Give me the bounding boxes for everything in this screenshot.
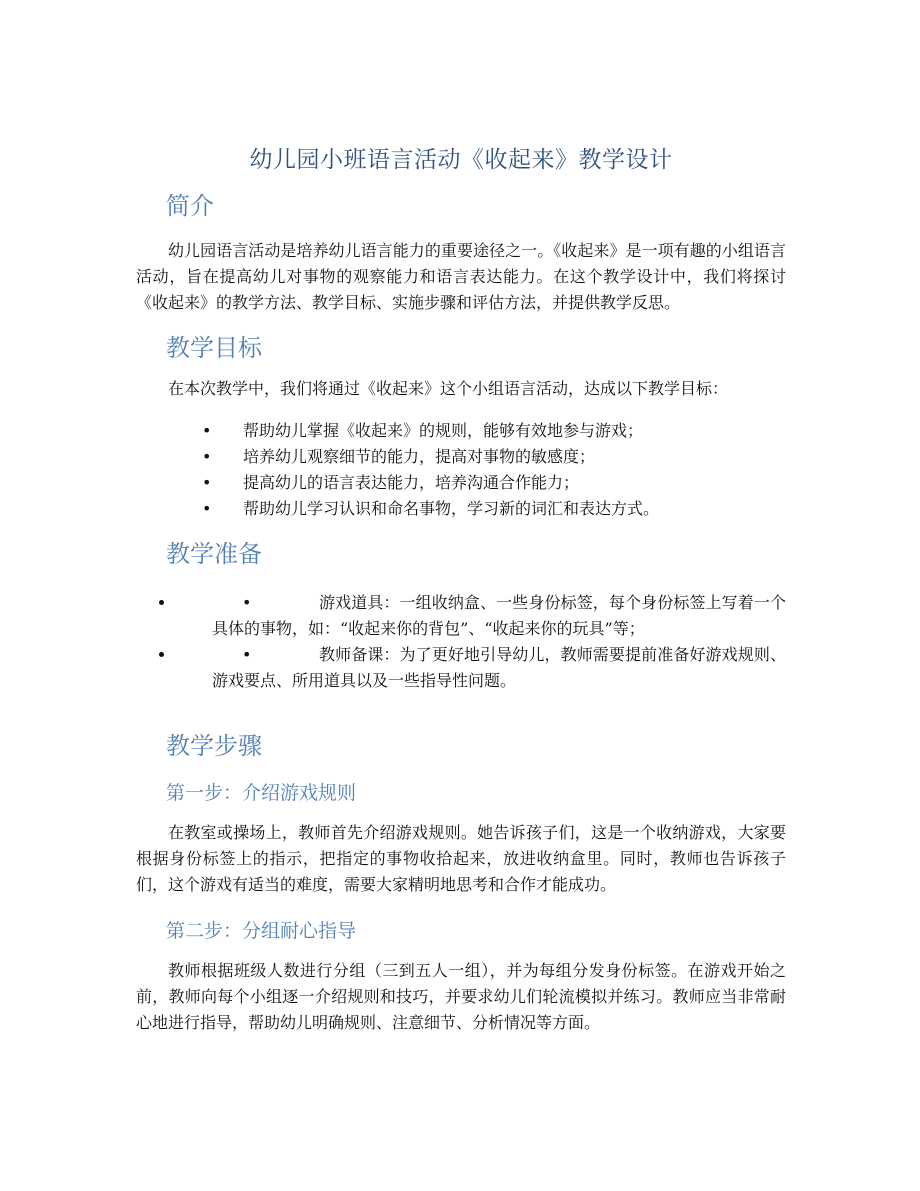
step1-paragraph: 在教室或操场上，教师首先介绍游戏规则。她告诉孩子们，这是一个收纳游戏，大家要根据身份标签上的指示，把指定的事物收拾起来，放进收纳盒里。同时，教师也告诉孩子们，这个游戏有适当的难度，需要大家精明地思考和合作才能成功。 [136, 823, 786, 894]
bullet-icon: • [202, 421, 212, 440]
goals-list [136, 418, 786, 522]
intro-paragraph: 幼儿园语言活动是培养幼儿语言能力的重要途径之一。《收起来》是一项有趣的小组语言活动，旨在提高幼儿对事物的观察能力和语言表达能力。在这个教学设计中，我们将探讨《收起来》的教学方法、教学目标、实施步骤和评估方法，并提供教学反思。 [136, 241, 786, 312]
section-heading-goals: 教学目标 [166, 334, 262, 362]
step-heading-2: 第二步：分组耐心指导 [166, 920, 357, 942]
bullet-icon: • [202, 447, 212, 466]
prep-list [136, 590, 786, 694]
step2-paragraph: 教师根据班级人数进行分组（三到五人一组），并为每组分发身份标签。在游戏开始之前，教师向每个小组逐一介绍规则和技巧，并要求幼儿们轮流模拟并练习。教师应当非常耐心地进行指导，帮助幼儿明确规则、注意细节、分析情况等方面。 [136, 961, 786, 1032]
list-item: • 帮助幼儿学习认识和命名事物，学习新的词汇和表达方式。 [136, 496, 786, 522]
bullet-icon: • • [242, 645, 252, 664]
document-page [136, 140, 786, 1036]
bullet-icon: • [202, 499, 212, 518]
section-heading-prep: 教学准备 [166, 540, 262, 568]
section-heading-steps: 教学步骤 [166, 732, 262, 760]
bullet-icon: • • [242, 593, 252, 612]
section-heading-intro: 简介 [166, 192, 214, 220]
list-item: • • 游戏道具：一组收纳盒、一些身份标签，每个身份标签上写着一个具体的事物，如：“收起来你的背包”、“收起来你的玩具”等； [176, 590, 786, 642]
step-heading-1: 第一步：介绍游戏规则 [166, 782, 357, 804]
goals-lead-paragraph: 在本次教学中，我们将通过《收起来》这个小组语言活动，达成以下教学目标： [168, 379, 729, 398]
document-title: 幼儿园小班语言活动《收起来》教学设计 [249, 147, 673, 173]
list-item: • 培养幼儿观察细节的能力，提高对事物的敏感度； [136, 444, 786, 470]
list-item: • 提高幼儿的语言表达能力，培养沟通合作能力； [136, 470, 786, 496]
list-item: • 帮助幼儿掌握《收起来》的规则，能够有效地参与游戏； [136, 418, 786, 444]
list-item: • • 教师备课：为了更好地引导幼儿，教师需要提前准备好游戏规则、游戏要点、所用道具以及一些指导性问题。 [176, 642, 786, 694]
bullet-icon: • [202, 473, 212, 492]
